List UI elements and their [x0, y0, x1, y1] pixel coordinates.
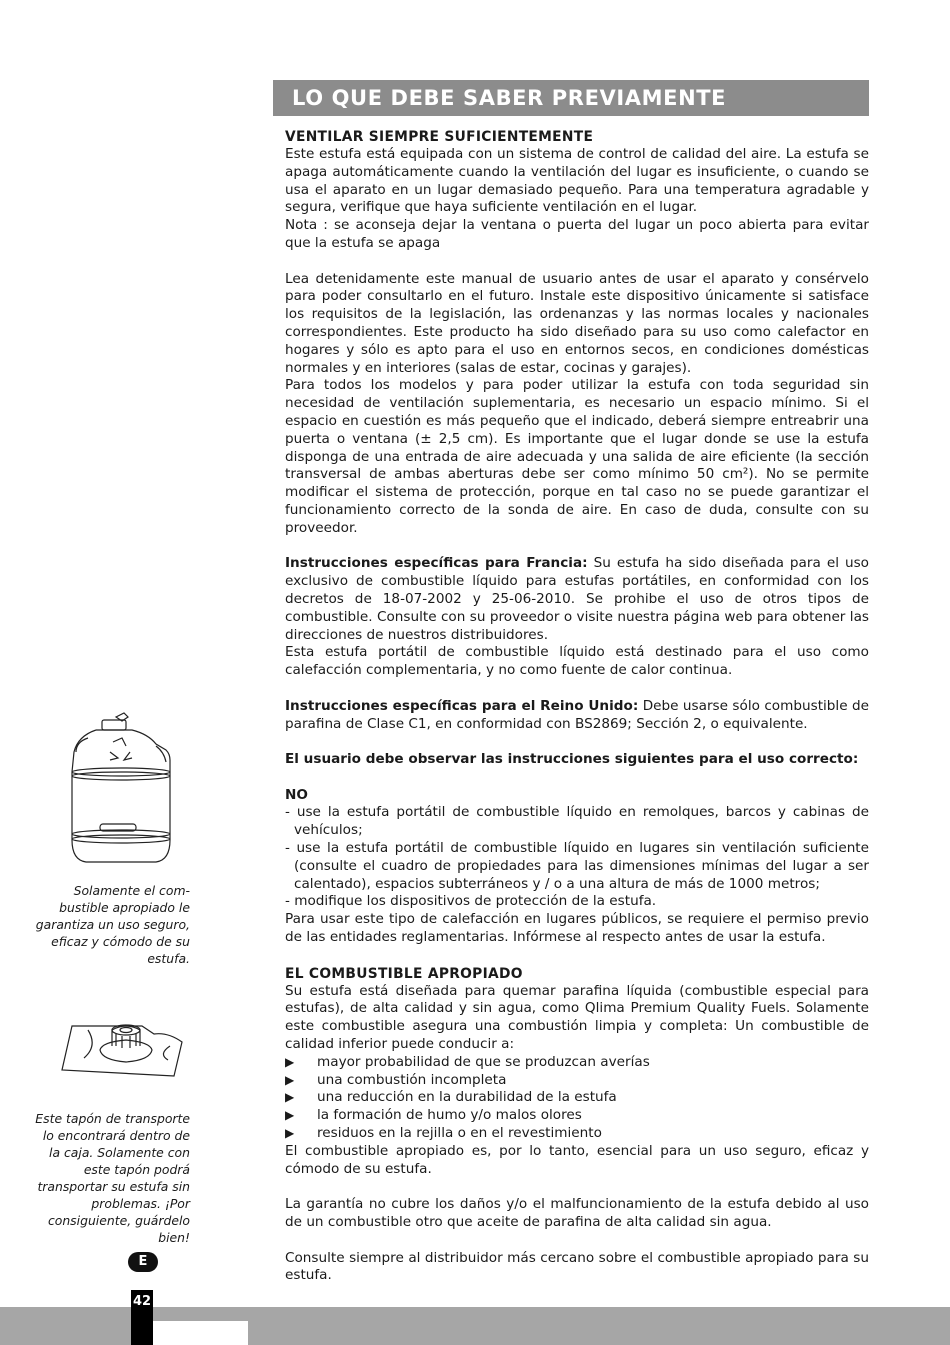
heading-combustible: EL COMBUSTIBLE APROPIADO — [285, 965, 523, 982]
no-item: - use la estufa portátil de combustible líquido en remolques, barcos y cabinas de vehículos; — [285, 804, 869, 839]
triangle-bullet-icon: ▶ — [285, 1054, 295, 1069]
paragraph-francia — [285, 555, 869, 644]
paragraph: Su estufa está diseñada para quemar parafina líquida (combustible especial para estufas), de alta calidad y sin agua, como Qlima Premium Quality Fuels. Solamente este combustible asegura una combustión limpia y completa: Un combustible de calidad inferior puede conducir a: — [285, 982, 869, 1053]
list-item-text: una combustión incompleta — [317, 1071, 507, 1088]
title-bar — [273, 80, 869, 116]
list-item — [285, 1054, 869, 1072]
paragraph: Nota : se aconseja dejar la ventana o puerta del lugar un poco abierta para evitar que la estufa se apaga — [285, 217, 869, 251]
list-item-text: mayor probabilidad de que se produzcan averías — [317, 1053, 650, 1070]
francia-text: Su estufa ha sido diseñada para el uso exclusivo de combustible líquido para estufas portátiles, en conformidad con los decretos de 18-07-2002 y 25-06-2010. Se prohibe el uso de otros tipos de combustible. Consulte con su proveedor o visite nuestra página web para obtener las direcciones de nuestros distribuidores. — [285, 555, 870, 643]
triangle-bullet-icon: ▶ — [285, 1108, 295, 1123]
paragraph: Consulte siempre al distribuidor más cercano sobre el combustible apropiado para su estufa. — [285, 1249, 869, 1284]
transport-cap-icon — [58, 1016, 190, 1078]
list-item-text: la formación de humo y/o malos olores — [317, 1107, 582, 1124]
paragraph: Esta estufa portátil de combustible líquido está destinado para el uso como calefacción complementaria, y no como fuente de calor continua. — [285, 644, 869, 679]
paragraph: Para todos los modelos y para poder utilizar la estufa con toda seguridad sin necesidad de ventilación suplementaria, es necesario un espacio mínimo. Si el espacio en cuestión es más pequeño que el indicado, deberá siempre entreabrir una puerta o ventana (± 2,5 cm). Es importante que el lugar donde se use la estufa disponga de una entrada de aire adecuada y una salida de aire eficiente (la sección transversal de ambas aberturas debe ser como mínimo 50 cm²). No se permite modificar el sistema de protección, porque en tal caso no se puede garantizar el funcionamiento correcto de la sonda de aire. En caso de duda, consulte con su proveedor. — [285, 377, 869, 536]
no-label: NO — [285, 786, 308, 803]
list-item — [285, 1089, 869, 1107]
francia-label: Instrucciones específicas para Francia: — [285, 555, 588, 572]
paragraph: Este estufa está equipada con un sistema de control de calidad del aire. La estufa se apaga automáticamente cuando la ventilación del lugar es insuficiente, o cuando se usa el aparato en un lugar demasiado pequeño. Para una temperatura agradable y segura, verifique que haya suficiente ventilación en el lugar. — [285, 146, 869, 216]
page-number: 42 — [131, 1290, 153, 1345]
reino-unido-text: Debe usarse sólo combustible de parafina de Clase C1, en conformidad con BS2869; Sección 2, o equivalente. — [285, 697, 869, 732]
list-item-text: residuos en la rejilla o en el revestimiento — [317, 1125, 602, 1142]
language-badge: E — [128, 1252, 158, 1272]
caption-cap: Este tapón de transporte lo encontrará dentro de la caja. Solamente con este tapón podrá transportar su estufa sin problemas. ¡Por consiguiente, guárdelo bien! — [35, 1111, 190, 1246]
no-item: - use la estufa portátil de combustible líquido en lugares sin ventilación suficiente (consulte el cuadro de propiedades para las dimensiones mínimas del lugar a ser calentado), espacios subterráneos y / o a una altura de más de 1000 metros; — [285, 840, 869, 892]
list-item — [285, 1125, 869, 1143]
heading-ventilar: VENTILAR SIEMPRE SUFICIENTEMENTE — [285, 129, 594, 145]
triangle-bullet-icon: ▶ — [285, 1126, 295, 1141]
list-item — [285, 1107, 869, 1125]
paragraph: La garantía no cubre los daños y/o el malfuncionamiento de la estufa debido al uso de un combustible otro que aceite de parafina de alta calidad sin agua. — [285, 1196, 869, 1231]
list-item — [285, 1072, 869, 1090]
no-item: - modifique los dispositivos de protección de la estufa. — [285, 893, 657, 910]
caption-bottle: Solamente el com-bustible apropiado le garantiza un uso seguro, eficaz y cómodo de su estufa. — [35, 883, 190, 967]
triangle-bullet-icon: ▶ — [285, 1072, 295, 1087]
paragraph: Para usar este tipo de calefacción en lugares públicos, se requiere el permiso previo de las entidades reglamentarias. Infórmese al respecto antes de usar la estufa. — [285, 911, 869, 946]
list-item-text: una reducción en la durabilidad de la estufa — [317, 1089, 617, 1106]
triangle-bullet-icon: ▶ — [285, 1090, 295, 1105]
footer-white-block — [153, 1321, 248, 1345]
fuel-bottle-icon — [66, 712, 174, 864]
paragraph: El combustible apropiado es, por lo tanto, esencial para un uso seguro, eficaz y cómodo de su estufa. — [285, 1142, 869, 1177]
paragraph: Lea detenidamente este manual de usuario antes de usar el aparato y consérvelo para poder consultarlo en el futuro. Instale este dispositivo únicamente si satisface los requisitos de la legislación, las ordenanzas y las normas locales y nacionales correspondientes. Este producto ha sido diseñado para su uso como calefactor en hogares y sólo es apto para el uso en entornos secos, en condiciones domésticas normales y en interiores (salas de estar, cocinas y garajes). — [285, 270, 869, 376]
main-content — [285, 128, 869, 1285]
paragraph-reino-unido — [285, 698, 869, 734]
reino-unido-label: Instrucciones específicas para el Reino Unido: — [285, 697, 639, 714]
usuario-instructions: El usuario debe observar las instrucciones siguientes para el uso correcto: — [285, 751, 859, 768]
page-title: LO QUE DEBE SABER PREVIAMENTE — [292, 86, 727, 110]
